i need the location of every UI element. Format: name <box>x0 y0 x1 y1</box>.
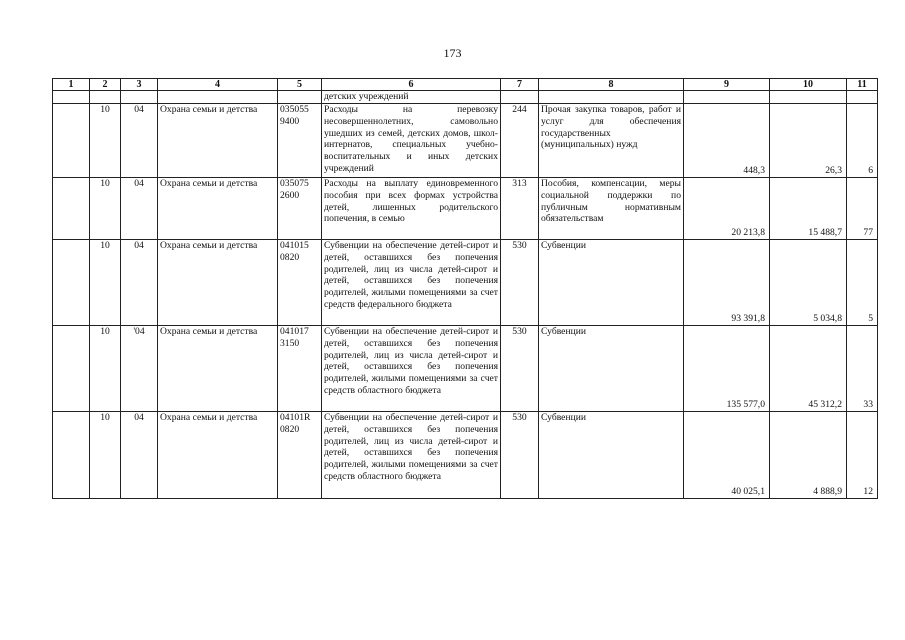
cell-empty <box>53 104 90 178</box>
continuation-row <box>53 91 878 104</box>
cell-section: 10 <box>90 104 121 178</box>
cell-expense-name: Субвенции <box>539 326 684 412</box>
cell-expense-code: 530 <box>501 412 539 499</box>
column-header: 1 <box>53 79 90 91</box>
cell-actual: 4 888,9 <box>770 412 847 499</box>
cell-actual: 26,3 <box>770 104 847 178</box>
cell-empty <box>53 326 90 412</box>
cell-description: Расходы на выплату единовременного пособия при всех формах устройства детей, лишенных родительского попечения, в семью <box>322 178 501 240</box>
cell-subsection: 04 <box>121 178 158 240</box>
cell-description: Субвенции на обеспечение детей-сирот и детей, оставшихся без попечения родителей, лиц из числа детей-сирот и детей, оставшихся без попечения родителей, жилыми помещениями за счет средств областного бюджета <box>322 412 501 499</box>
column-header: 8 <box>539 79 684 91</box>
table-row <box>53 178 878 240</box>
cell-empty <box>53 412 90 499</box>
column-header: 10 <box>770 79 847 91</box>
cell-plan: 93 391,8 <box>684 240 770 326</box>
cell-actual: 45 312,2 <box>770 326 847 412</box>
cell-expense-code: 530 <box>501 326 539 412</box>
cell-actual: 15 488,7 <box>770 178 847 240</box>
table-row <box>53 104 878 178</box>
column-header: 9 <box>684 79 770 91</box>
cell-expense-code: 244 <box>501 104 539 178</box>
cell-description: Расходы на перевозку несовершеннолетних, самовольно ушедших из семей, детских домов, школ-интернатов, специальных учебно-воспитательных и иных детских учреждений <box>322 104 501 178</box>
cell-target-code: 041015 0820 <box>278 240 322 326</box>
cell-subsection: 04 <box>121 104 158 178</box>
table-row <box>53 326 878 412</box>
cell-empty <box>53 240 90 326</box>
cell-section: 10 <box>90 178 121 240</box>
column-header: 5 <box>278 79 322 91</box>
header-row <box>53 79 878 91</box>
cell-actual: 5 034,8 <box>770 240 847 326</box>
cell-target-code: 04101R 0820 <box>278 412 322 499</box>
column-header: 6 <box>322 79 501 91</box>
cell-description: Субвенции на обеспечение детей-сирот и детей, оставшихся без попечения родителей, лиц из числа детей-сирот и детей, оставшихся без попечения родителей, жилыми помещениями за счет средств федерального бюджета <box>322 240 501 326</box>
cell-expense-name: Прочая закупка товаров, работ и услуг для обеспечения государственных (муниципальных) нужд <box>539 104 684 178</box>
cell-expense-code: 313 <box>501 178 539 240</box>
cell-subsection: 04 <box>121 240 158 326</box>
cell-section-name: Охрана семьи и детства <box>158 412 278 499</box>
cell-section-name: Охрана семьи и детства <box>158 178 278 240</box>
page-number: 173 <box>443 46 462 60</box>
cell-percent: 33 <box>847 326 878 412</box>
cell-plan: 40 025,1 <box>684 412 770 499</box>
cell-percent: 5 <box>847 240 878 326</box>
cell-target-code: 041017 3150 <box>278 326 322 412</box>
table-row <box>53 412 878 499</box>
cell-percent: 77 <box>847 178 878 240</box>
table-row <box>53 240 878 326</box>
cell-target-code: 035075 2600 <box>278 178 322 240</box>
cell-plan: 20 213,8 <box>684 178 770 240</box>
cell-expense-code: 530 <box>501 240 539 326</box>
cell-target-code: 035055 9400 <box>278 104 322 178</box>
column-header: 3 <box>121 79 158 91</box>
cell-subsection: 04 <box>121 412 158 499</box>
cell-description: Субвенции на обеспечение детей-сирот и детей, оставшихся без попечения родителей, лиц из числа детей-сирот и детей, оставшихся без попечения родителей, жилыми помещениями за счет средств областного бюджета <box>322 326 501 412</box>
cell-section: 10 <box>90 326 121 412</box>
cell-subsection: '04 <box>121 326 158 412</box>
cell-plan: 448,3 <box>684 104 770 178</box>
cell-section-name: Охрана семьи и детства <box>158 104 278 178</box>
column-header: 4 <box>158 79 278 91</box>
budget-table <box>52 78 878 499</box>
column-header: 7 <box>501 79 539 91</box>
cell-section: 10 <box>90 240 121 326</box>
continuation-text: детских учреждений <box>322 91 501 104</box>
cell-section-name: Охрана семьи и детства <box>158 326 278 412</box>
cell-plan: 135 577,0 <box>684 326 770 412</box>
cell-section-name: Охрана семьи и детства <box>158 240 278 326</box>
cell-expense-name: Субвенции <box>539 240 684 326</box>
cell-section: 10 <box>90 412 121 499</box>
cell-empty <box>53 178 90 240</box>
cell-percent: 6 <box>847 104 878 178</box>
cell-percent: 12 <box>847 412 878 499</box>
cell-expense-name: Пособия, компенсации, меры социальной поддержки по публичным нормативным обязательствам <box>539 178 684 240</box>
column-header: 2 <box>90 79 121 91</box>
cell-expense-name: Субвенции <box>539 412 684 499</box>
column-header: 11 <box>847 79 878 91</box>
